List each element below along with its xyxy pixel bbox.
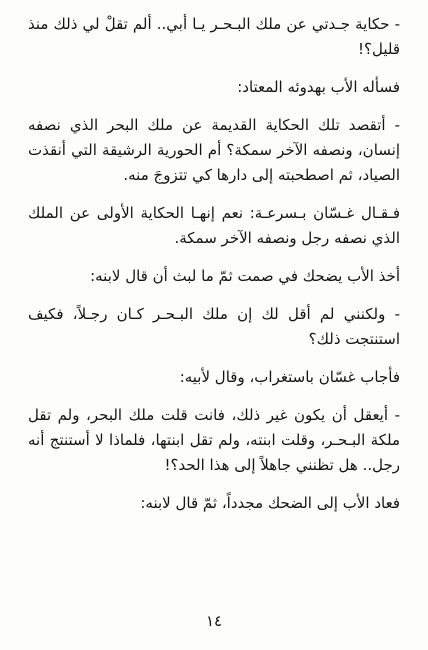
paragraph-8: - أيعقل أن يكون غير ذلك، فانت قلت ملك البحر، ولم تقل ملكة البـحـر، وقلت ابنته، ولم تقل ابنتها، فلماذا لا أستنتج أنه رجل.. هل تظنني جاهلاً إلى هذا الحد؟!: [28, 406, 400, 474]
body-text: [28, 12, 400, 529]
paragraph-9: فعاد الأب إلى الضحك مجدداً، ثمّ قال لابنه:: [140, 494, 400, 512]
paragraph-7: فأجاب غسّان باستغراب، وقال لأبيه:: [179, 368, 400, 386]
paragraph-4: فـقـال غـسّان بـسرعـة: نعم إنهـا الحكاية الأولى عن الملك الذي نصفه رجل ونصفه الآخر سمكة.: [28, 204, 400, 247]
paragraph-2: فسأله الأب بهدوئه المعتاد:: [237, 78, 400, 96]
paragraph-1: - حكاية جـدتي عن ملك البـحـر يـا أبي.. ألم تقلْ لي ذلك منذ قليل؟!: [28, 15, 400, 58]
paragraph-3: - أتقصد تلك الحكاية القديمة عن ملك البحر الذي نصفه إنسان، ونصفه الآخر سمكة؟ أم الحورية الرشيقة التي أنقذت الصياد، ثم اصطحبته إلى دارها كي تتزوجَ منه.: [28, 116, 400, 184]
page-number: ١٤: [205, 612, 223, 630]
paragraph-6: - ولكنني لم أقل لك إن ملك البـحـر كـان رجـلاً، فكيف استنتجت ذلك؟: [28, 305, 400, 348]
paragraph-5: أخذ الأب يضحك في صمت ثمّ ما لبث أن قال لابنه:: [90, 267, 400, 285]
